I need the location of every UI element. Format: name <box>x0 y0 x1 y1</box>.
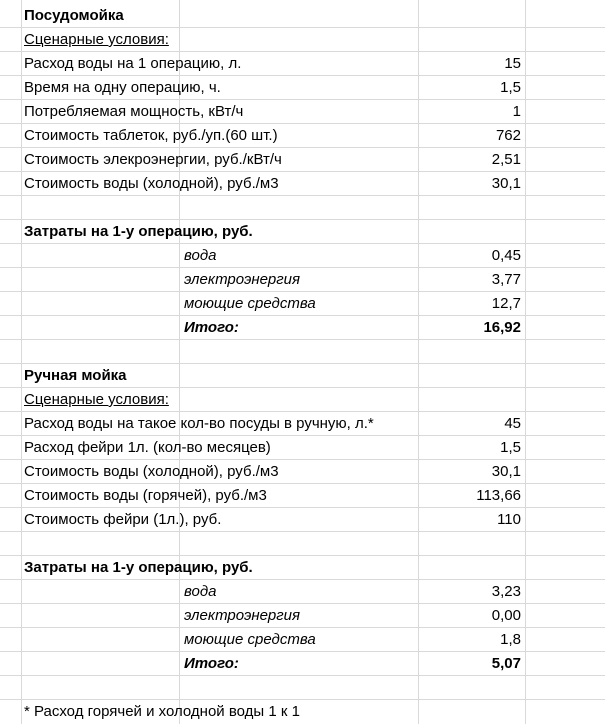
table-row[interactable] <box>0 604 605 628</box>
param-value: 15 <box>504 55 521 72</box>
param-value: 1,5 <box>500 79 521 96</box>
param-label: Время на одну операцию, ч. <box>24 79 221 96</box>
cost-value: 1,8 <box>500 631 521 648</box>
empty-row[interactable] <box>0 532 605 556</box>
param-value: 1 <box>512 103 521 120</box>
param-value: 762 <box>495 127 521 144</box>
cost-value: 12,7 <box>491 295 521 312</box>
empty-row[interactable] <box>0 340 605 364</box>
table-row[interactable] <box>0 100 605 124</box>
table-row[interactable] <box>0 220 605 244</box>
table-row[interactable] <box>0 580 605 604</box>
total-label: Итого: <box>184 319 239 336</box>
total-value: 16,92 <box>483 319 521 336</box>
total-label: Итого: <box>184 655 239 672</box>
param-label: Расход воды на 1 операцию, л. <box>24 55 242 72</box>
section-title: Посудомойка <box>24 7 124 24</box>
cost-label: вода <box>184 583 217 600</box>
table-row[interactable] <box>0 508 605 532</box>
table-row[interactable] <box>0 148 605 172</box>
table-row[interactable] <box>0 244 605 268</box>
section-title: Ручная мойка <box>24 367 127 384</box>
param-label: Стоимость воды (холодной), руб./м3 <box>24 463 279 480</box>
cost-label: электроэнергия <box>184 607 301 624</box>
total-value: 5,07 <box>491 655 521 672</box>
costs-title: Затраты на 1-у операцию, руб. <box>24 559 253 576</box>
param-label: Расход воды на такое кол-во посуды в ручную, л.* <box>24 415 374 432</box>
param-value: 110 <box>497 511 521 528</box>
table-row[interactable] <box>0 268 605 292</box>
table-row[interactable] <box>0 556 605 580</box>
param-value: 45 <box>504 415 521 432</box>
table-row[interactable] <box>0 76 605 100</box>
cost-value: 0,45 <box>491 247 521 264</box>
table-row[interactable] <box>0 124 605 148</box>
param-label: Стоимость фейри (1л.), руб. <box>24 511 222 528</box>
param-label: Стоимость воды (горячей), руб./м3 <box>24 487 267 504</box>
scenario-title: Сценарные условия: <box>24 391 169 408</box>
param-value: 113,66 <box>476 487 521 504</box>
param-label: Потребляемая мощность, кВт/ч <box>24 103 244 120</box>
table-row[interactable] <box>0 412 605 436</box>
table-row[interactable] <box>0 28 605 52</box>
costs-title: Затраты на 1-у операцию, руб. <box>24 223 253 240</box>
param-value: 30,1 <box>491 175 521 192</box>
table-row[interactable] <box>0 652 605 676</box>
table-row[interactable] <box>0 700 605 724</box>
table-row[interactable] <box>0 484 605 508</box>
table-row[interactable] <box>0 292 605 316</box>
cost-label: моющие средства <box>184 295 316 312</box>
param-label: Расход фейри 1л. (кол-во месяцев) <box>24 439 271 456</box>
cost-value: 0,00 <box>491 607 521 624</box>
cost-value: 3,23 <box>491 583 521 600</box>
cost-label: электроэнергия <box>184 271 301 288</box>
table-row[interactable] <box>0 4 605 28</box>
param-label: Стоимость таблеток, руб./уп.(60 шт.) <box>24 127 278 144</box>
cost-value: 3,77 <box>491 271 521 288</box>
table-row[interactable] <box>0 388 605 412</box>
empty-row[interactable] <box>0 196 605 220</box>
table-row[interactable] <box>0 436 605 460</box>
table-row[interactable] <box>0 52 605 76</box>
param-label: Стоимость воды (холодной), руб./м3 <box>24 175 279 192</box>
scenario-title: Сценарные условия: <box>24 31 169 48</box>
cost-label: вода <box>184 247 217 264</box>
empty-row[interactable] <box>0 676 605 700</box>
table-row[interactable] <box>0 364 605 388</box>
table-row[interactable] <box>0 628 605 652</box>
param-value: 2,51 <box>491 151 521 168</box>
param-value: 1,5 <box>500 439 521 456</box>
footnote: * Расход горячей и холодной воды 1 к 1 <box>24 703 300 720</box>
param-value: 30,1 <box>491 463 521 480</box>
table-row[interactable] <box>0 172 605 196</box>
table-row[interactable] <box>0 316 605 340</box>
table-row[interactable] <box>0 460 605 484</box>
cost-label: моющие средства <box>184 631 316 648</box>
param-label: Стоимость элекроэнергии, руб./кВт/ч <box>24 151 282 168</box>
